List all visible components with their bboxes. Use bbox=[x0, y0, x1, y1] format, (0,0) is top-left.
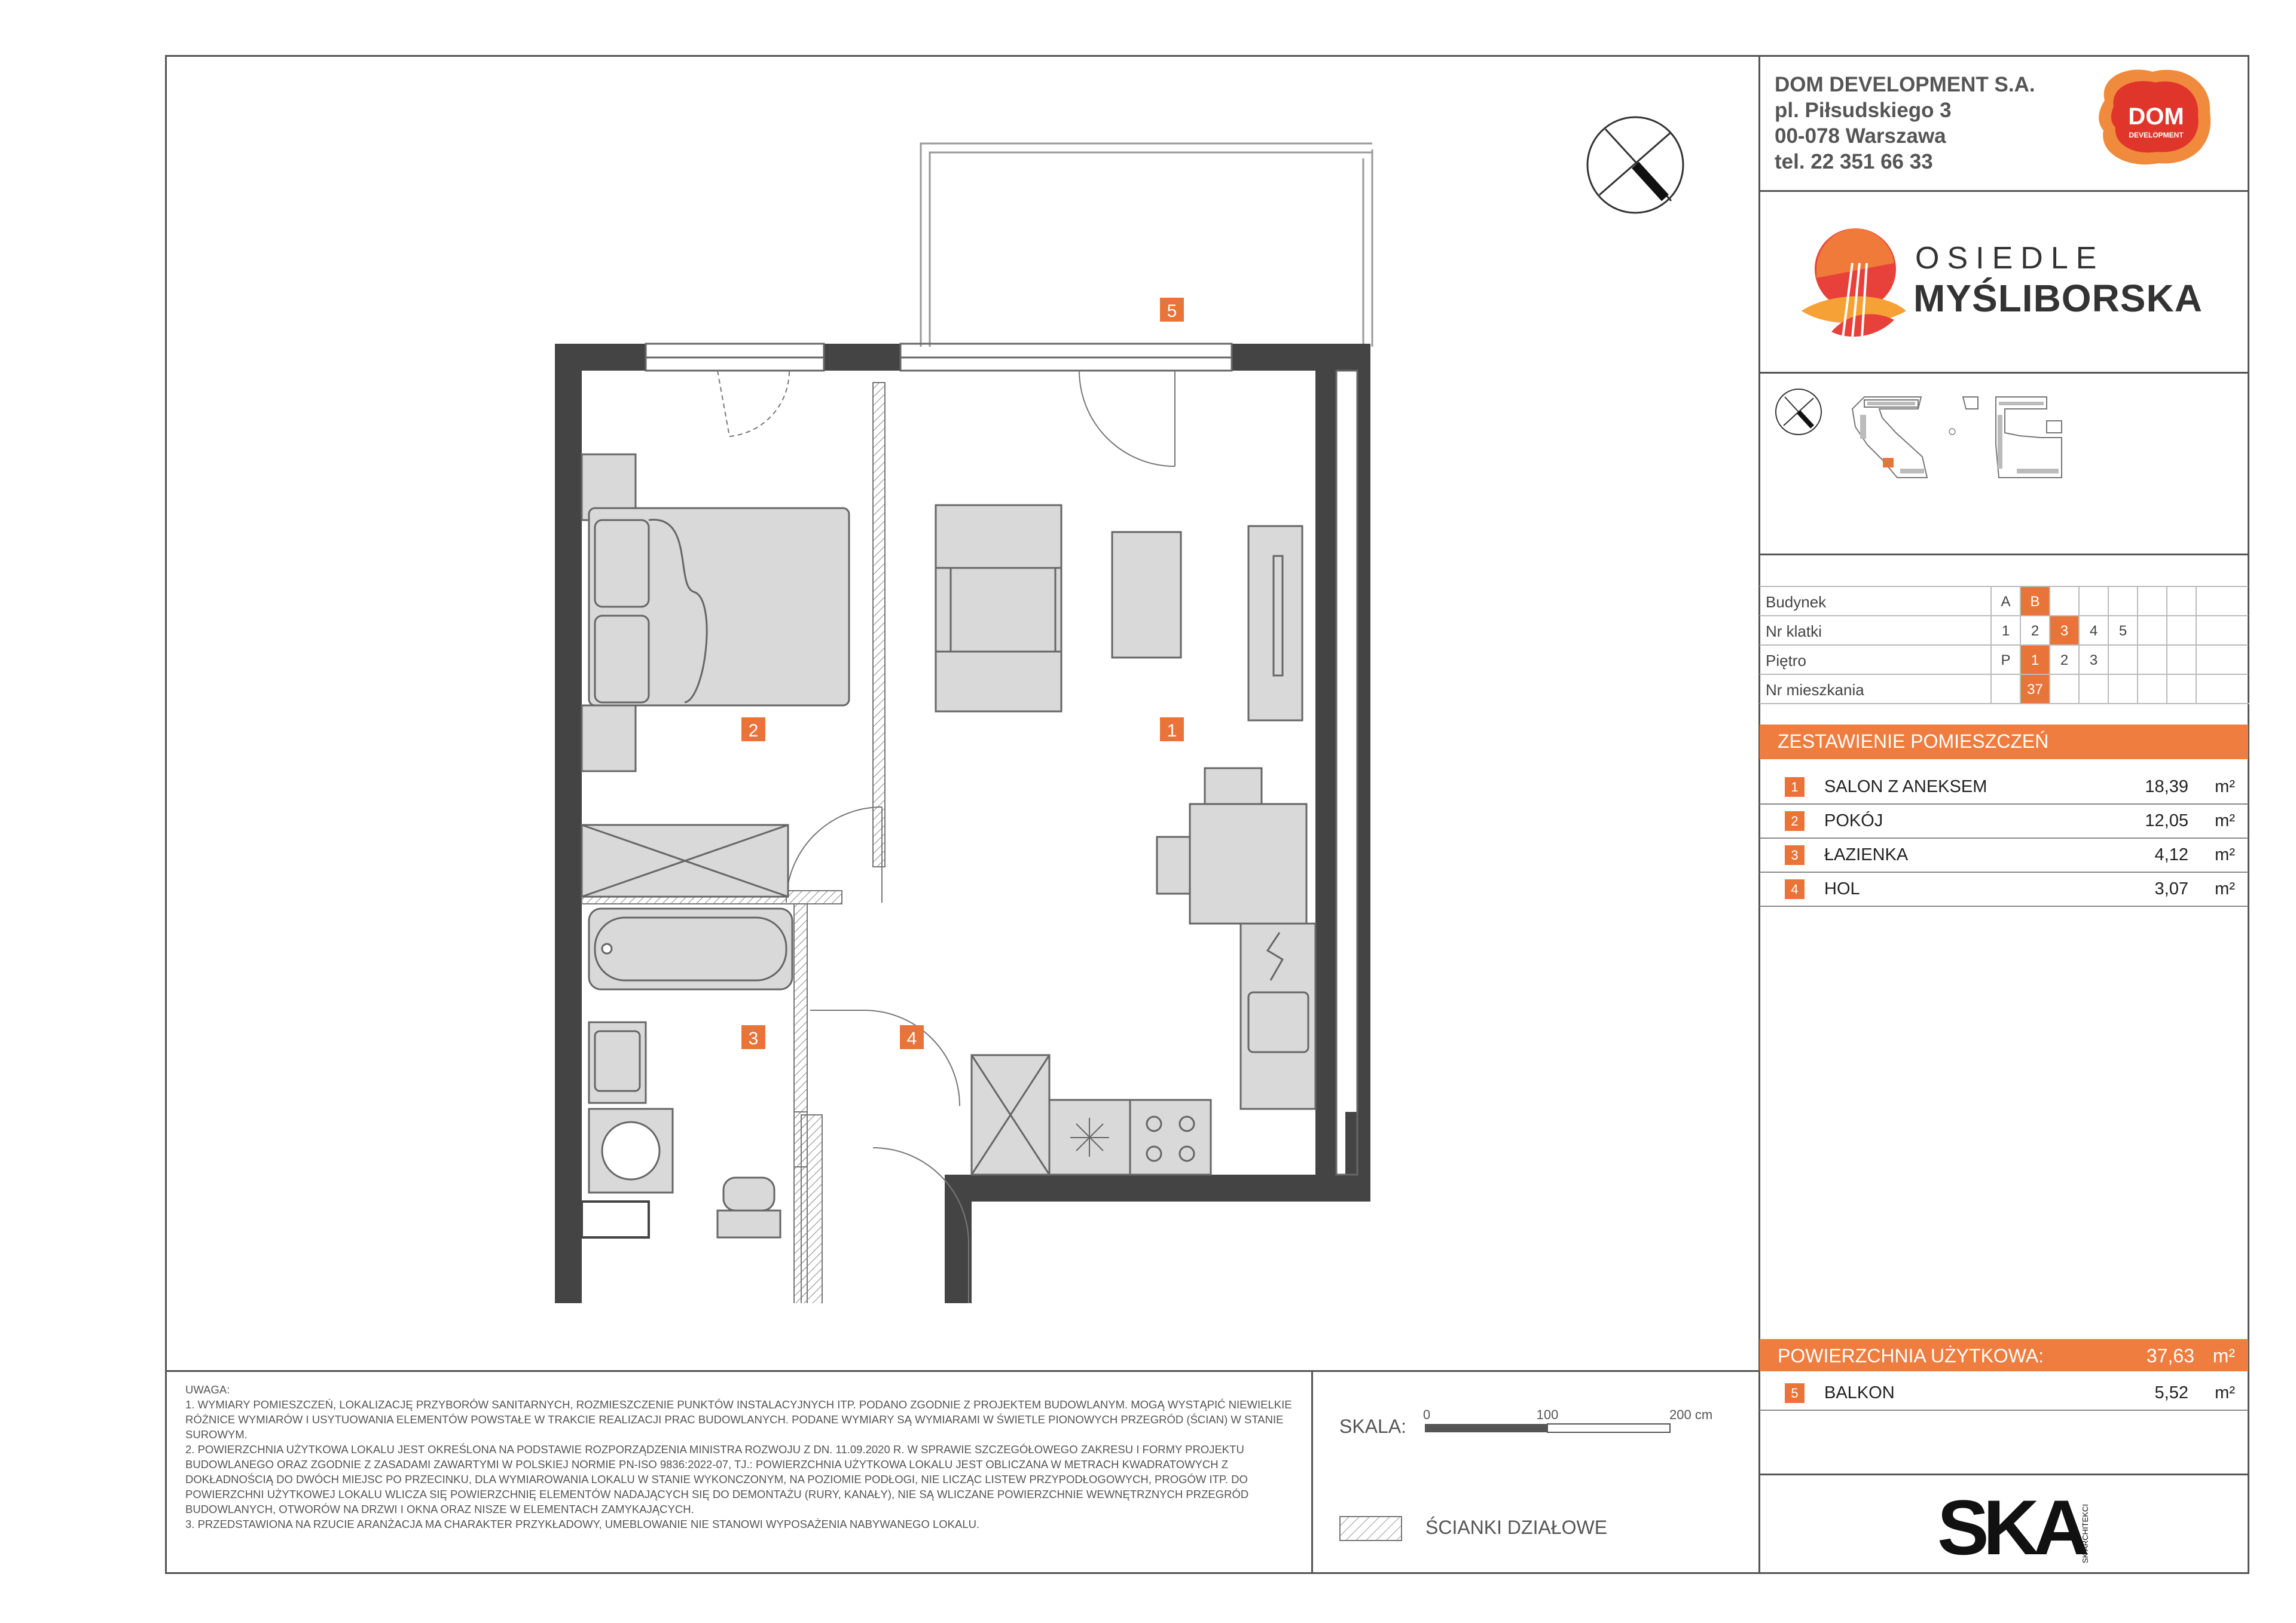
usable-area-unit: m² bbox=[2212, 1345, 2235, 1367]
location-cell bbox=[2166, 675, 2196, 704]
location-cell bbox=[2137, 646, 2166, 675]
room-unit: m² bbox=[2215, 879, 2235, 898]
location-cell bbox=[2166, 587, 2196, 616]
room-row bbox=[1760, 804, 2248, 839]
balcony-badge: 5 bbox=[1785, 1383, 1805, 1403]
location-cell bbox=[2196, 675, 2225, 704]
plan-label-2: 2 bbox=[748, 721, 759, 741]
location-cell bbox=[2137, 587, 2166, 616]
key-plan-compass-icon bbox=[1776, 389, 1821, 435]
location-cell bbox=[2078, 675, 2108, 704]
plan-label-5: 5 bbox=[1167, 301, 1177, 321]
location-row-label: Nr klatki bbox=[1766, 622, 1822, 640]
location-row-label: Nr mieszkania bbox=[1766, 681, 1864, 699]
room-name: ŁAZIENKA bbox=[1824, 845, 1909, 864]
location-cell: 2 bbox=[2049, 646, 2078, 675]
location-row bbox=[1760, 644, 2248, 675]
location-cell: 3 bbox=[2078, 646, 2108, 675]
room-name: HOL bbox=[1824, 879, 1860, 898]
room-row bbox=[1760, 770, 2248, 805]
company-address bbox=[1775, 72, 2035, 175]
location-cell bbox=[2108, 646, 2137, 675]
logo-development-text: DEVELOPMENT bbox=[2129, 131, 2184, 139]
note-2: 2. POWIERZCHNIA UŻYTKOWA LOKALU JEST OKREŚLONA NA PODSTAWIE ROZPORZĄDZENIA MINISTRA ROZWOJU Z DN. 11.09.2020 R. W SPRAWIE SZCZEGÓŁOWEGO ZAKRESU I FORMY PROJEKTU BUDOWLANEGO ORAZ ZGODNIE Z ZASADAMI ZAWARTYMI W POLSKIEJ NORMIE PN-ISO 9836:2022-07, TJ.: POWIERZCHNIA UŻYTKOWA LOKALU JEST OBLICZANA W METRACH KWADRATOWYCH Z DOKŁADNOŚCIĄ DO DWÓCH MIEJSC PO PRZECINKU, DLA WYMIAROWANIA LOKALU W STANIE WYKONCZONYM, NA POZIOMIE PODŁOGI, NIE LICZĄC LISTEW PRZYPODŁOGOWYCH, PROGÓW ITP. DO POWIERZCHNI UŻYTKOWEJ LOKALU WLICZA SIĘ POWIERZCHNIĘ ELEMENTÓW NADAJĄCYCH SIĘ DO DEMONTAŻU (RURY, KANAŁY), NIE SĄ WLICZANE POWIERZCHNIE WEWNĘTRZNYCH PRZEGRÓD BUDOWLANYCH, OTWORÓW NA DRZWI I OKNA ORAZ NISZE W ELEMENTACH ZAMYKAJĄCYCH. bbox=[185, 1443, 1249, 1515]
location-row bbox=[1760, 615, 2248, 646]
location-cell bbox=[2108, 587, 2137, 616]
key-plan bbox=[1760, 373, 2249, 552]
location-cell bbox=[2049, 587, 2078, 616]
location-cell: 2 bbox=[2020, 616, 2049, 646]
balcony-unit: m² bbox=[2215, 1383, 2235, 1402]
company-phone: tel. 22 351 66 33 bbox=[1775, 150, 1933, 173]
ska-logo-text: SKA bbox=[1937, 1484, 2084, 1569]
room-badge: 3 bbox=[1785, 845, 1805, 865]
bathroom-fixtures bbox=[589, 909, 792, 1237]
scale-divider bbox=[1311, 1370, 1313, 1574]
location-cell: 1 bbox=[1990, 616, 2020, 646]
scale-tick-100: 100 bbox=[1536, 1407, 1559, 1422]
notes-block bbox=[185, 1382, 1297, 1532]
location-cell bbox=[2137, 675, 2166, 704]
location-cell bbox=[2196, 646, 2225, 675]
location-cell bbox=[2078, 587, 2108, 616]
location-cell: 4 bbox=[2078, 616, 2108, 646]
room-area: 3,07 bbox=[2154, 879, 2188, 898]
partition-walls-legend-label: ŚCIANKI DZIAŁOWE bbox=[1425, 1517, 1608, 1538]
dom-development-logo bbox=[2093, 65, 2218, 172]
location-row bbox=[1760, 586, 2248, 616]
floor-plan bbox=[538, 132, 1423, 1303]
note-1: 1. WYMIARY POMIESZCZEŃ, LOKALIZACJĘ PRZYBORÓW SANITARNYCH, ROZMIESZCZENIE PUNKTÓW INSTALACYJNYCH ITP. PODANO ZGODNIE Z PROJEKTEM BUDOWLANYM. MOGĄ WYSTĄPIĆ NIEWIELKIE RÓŻNICE WYMIARÓW I USYTUOWANIA ELEMENTÓW POWSTAŁE W TRAKCIE REALIZACJI PRAC BUDOWLANYCH. PODANE WYMIARY SĄ WYMIARAMI W ŚWIETLE PIONOWYCH PRZEGRÓD (ŚCIAN) W STANIE SUROWYM. bbox=[185, 1398, 1292, 1441]
room-name: SALON Z ANEKSEM bbox=[1824, 777, 1987, 796]
location-row-label: Piętro bbox=[1766, 652, 1806, 670]
location-table-bottom bbox=[1760, 703, 2249, 704]
room-unit: m² bbox=[2215, 845, 2235, 864]
plan-label-3: 3 bbox=[748, 1029, 759, 1049]
location-cell bbox=[1990, 675, 2020, 704]
balcony-name: BALKON bbox=[1824, 1383, 1895, 1402]
location-cell bbox=[2137, 616, 2166, 646]
ska-logo-subtext: SK ARCHITEKCI bbox=[2081, 1504, 2090, 1563]
location-row bbox=[1760, 674, 2248, 704]
notes-divider bbox=[165, 1370, 1760, 1372]
location-row-label: Budynek bbox=[1766, 593, 1827, 611]
company-name: DOM DEVELOPMENT S.A. bbox=[1775, 73, 2035, 96]
location-cell: 3 bbox=[2049, 616, 2078, 646]
bedroom-furniture bbox=[582, 454, 849, 897]
room-area: 4,12 bbox=[2154, 845, 2188, 864]
location-cell: 1 bbox=[2020, 646, 2049, 675]
scale-tick-0: 0 bbox=[1423, 1407, 1431, 1422]
usable-area-label: POWIERZCHNIA UŻYTKOWA: bbox=[1778, 1345, 2044, 1367]
notes-title: UWAGA: bbox=[185, 1383, 230, 1396]
scale-bar bbox=[1423, 1406, 1734, 1442]
scale-tick-200: 200 cm bbox=[1669, 1407, 1713, 1422]
location-cell bbox=[2196, 587, 2225, 616]
room-name: POKÓJ bbox=[1824, 811, 1883, 830]
partition-walls-legend-swatch bbox=[1339, 1516, 1402, 1541]
room-unit: m² bbox=[2215, 811, 2235, 830]
location-cell: A bbox=[1990, 587, 2020, 616]
room-badge: 4 bbox=[1785, 879, 1805, 899]
usable-area-value: 37,63 bbox=[2146, 1345, 2194, 1367]
north-compass-icon bbox=[1581, 111, 1689, 219]
plan-label-4: 4 bbox=[906, 1029, 917, 1049]
plan-label-1: 1 bbox=[1167, 721, 1177, 741]
project-name-line2: MYŚLIBORSKA bbox=[1913, 277, 2203, 320]
balcony-outline bbox=[921, 143, 1372, 347]
location-cell bbox=[2166, 616, 2196, 646]
note-3: 3. PRZEDSTAWIONA NA RZUCIE ARANŻACJA MA CHARAKTER PRZYKŁADOWY, UMEBLOWANIE NIE STANOWI WYPOSAŻENIA NABYWANEGO LOKALU. bbox=[185, 1518, 980, 1530]
rooms-heading bbox=[1760, 725, 2248, 759]
ska-architects-logo bbox=[1931, 1480, 2111, 1569]
key-plan-apartment-marker bbox=[1883, 458, 1894, 467]
room-area: 12,05 bbox=[2145, 811, 2188, 830]
company-street: pl. Piłsudskiego 3 bbox=[1775, 99, 1952, 122]
location-cell: P bbox=[1990, 646, 2020, 675]
room-row bbox=[1760, 838, 2248, 873]
room-row bbox=[1760, 872, 2248, 907]
usable-area-bar bbox=[1760, 1339, 2248, 1371]
location-cell bbox=[2049, 675, 2078, 704]
room-badge: 1 bbox=[1785, 777, 1805, 797]
location-cell bbox=[2196, 616, 2225, 646]
room-unit: m² bbox=[2215, 777, 2235, 796]
room-badge: 2 bbox=[1785, 811, 1805, 831]
scale-label: SKALA: bbox=[1339, 1416, 1407, 1437]
living-furniture bbox=[936, 505, 1315, 1175]
company-divider bbox=[1760, 190, 2249, 192]
company-city: 00-078 Warszawa bbox=[1775, 124, 1946, 148]
balcony-row bbox=[1760, 1376, 2248, 1411]
location-cell: B bbox=[2020, 587, 2049, 616]
rooms-heading-text: ZESTAWIENIE POMIESZCZEŃ bbox=[1778, 730, 2049, 752]
location-cell bbox=[2166, 646, 2196, 675]
location-cell bbox=[2108, 675, 2137, 704]
location-cell: 5 bbox=[2108, 616, 2137, 646]
room-area: 18,39 bbox=[2145, 777, 2188, 796]
balcony-area: 5,52 bbox=[2154, 1383, 2188, 1402]
myslborska-logo-mark bbox=[1793, 221, 1912, 347]
keyplan-divider bbox=[1760, 554, 2249, 555]
logo-dom-text: DOM bbox=[2128, 103, 2184, 130]
location-cell: 37 bbox=[2020, 675, 2049, 704]
project-name-line1: OSIEDLE bbox=[1915, 241, 2105, 276]
architect-divider bbox=[1760, 1474, 2249, 1475]
